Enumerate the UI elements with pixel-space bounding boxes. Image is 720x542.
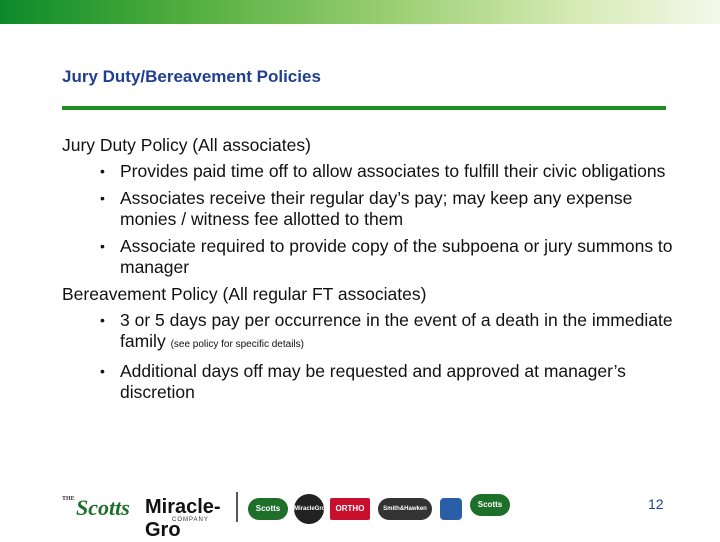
hyponex-logo <box>440 498 462 520</box>
policy-note: (see policy for specific details) <box>170 339 304 350</box>
scotts-lawnservice-logo: Scotts <box>470 494 510 516</box>
page-number: 12 <box>648 496 664 512</box>
bullet-text: Associate required to provide copy of the subpoena or jury summons to manager <box>120 236 673 277</box>
footer-logos <box>62 488 662 541</box>
list-item <box>62 236 682 278</box>
smith-hawken-logo: Smith&Hawken <box>378 498 432 520</box>
miraclegro-badge-logo: MiracleGro <box>294 494 324 524</box>
section-heading-jury: Jury Duty Policy (All associates) <box>62 135 311 155</box>
bullet-icon: • <box>100 312 105 328</box>
bullet-text: 3 or 5 days pay per occurrence in the event of a death in the immediate family <box>120 310 673 351</box>
bullet-text: Provides paid time off to allow associates to fulfill their civic obligations <box>120 161 666 181</box>
title-divider <box>62 106 666 110</box>
ortho-logo: ORTHO <box>330 498 370 520</box>
list-item <box>62 188 682 230</box>
bullet-icon: • <box>100 163 105 179</box>
bullet-text: Additional days off may be requested and approved at manager’s discretion <box>120 361 626 402</box>
list-item <box>62 310 682 355</box>
scotts-miracle-gro-company-logo <box>62 490 232 541</box>
logo-miraclegro: Miracle-Gro <box>145 496 221 541</box>
logo-the: THE <box>62 496 75 502</box>
scotts-oval-logo: Scotts <box>248 498 288 520</box>
bullet-icon: • <box>100 363 105 379</box>
bullet-icon: • <box>100 190 105 206</box>
slide-body <box>62 135 682 409</box>
slide-title: Jury Duty/Bereavement Policies <box>62 67 321 86</box>
top-gradient-band <box>0 0 720 24</box>
bullet-icon: • <box>100 238 105 254</box>
logo-company: COMPANY <box>172 517 209 523</box>
list-item <box>62 361 682 403</box>
bullet-text: Associates receive their regular day’s pay; may keep any expense monies / witness fee allotted to them <box>120 188 633 229</box>
section-heading-bereavement: Bereavement Policy (All regular FT associates) <box>62 284 427 304</box>
logo-divider <box>236 492 238 522</box>
list-item <box>62 161 682 182</box>
logo-scotts: Scotts <box>76 495 130 520</box>
